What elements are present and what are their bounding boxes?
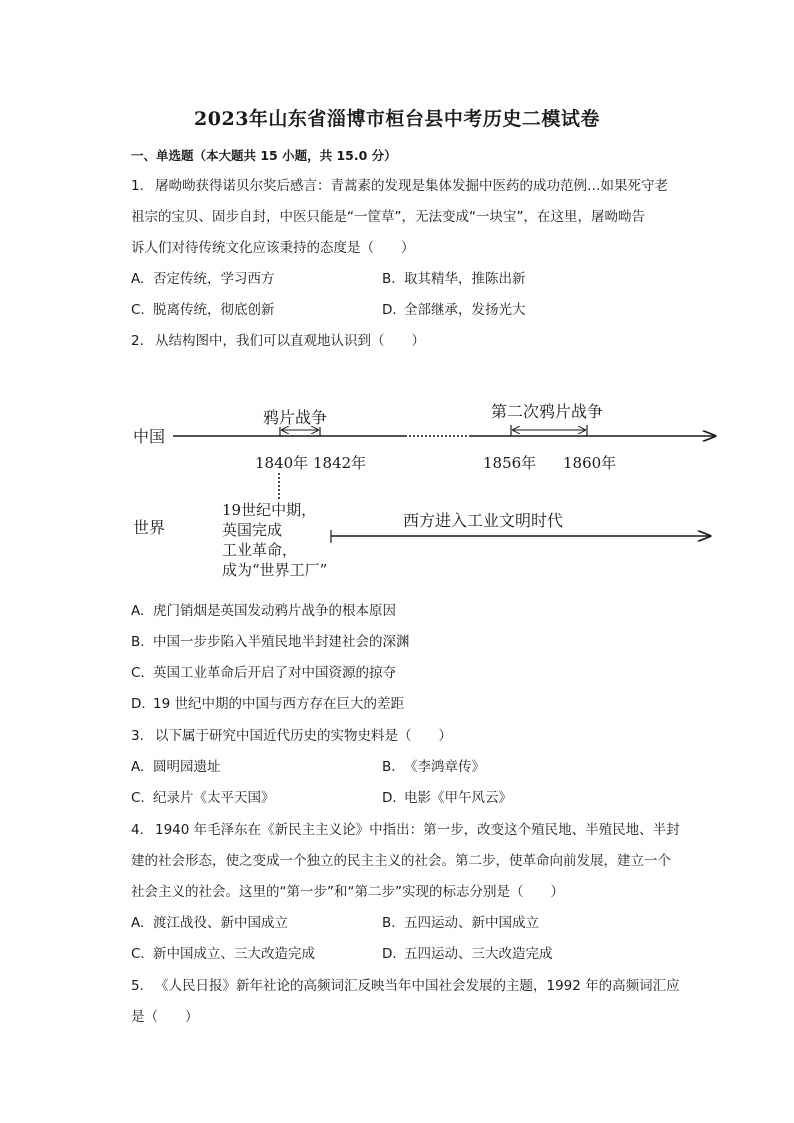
option-text: 中国一步步陷入半殖民地半封建社会的深渊: [153, 634, 410, 650]
option-text: 取其精华，推陈出新: [404, 271, 526, 287]
option-letter: A.: [131, 915, 145, 931]
option-letter: A.: [131, 759, 145, 775]
section-heading: 一、单选题（本大题共 15 小题，共 15.0 分）: [131, 148, 397, 163]
britain-note-line-3: 工业革命，: [222, 541, 298, 559]
question-5-line-2: 是（ ）: [131, 1009, 199, 1025]
question-4-text-1: 1940 年毛泽东在《新民主主义论》中指出：第一步，改变这个殖民地、半殖民地、半封: [155, 822, 680, 838]
west-era-label: 西方进入工业文明时代: [403, 511, 564, 530]
china-label: 中国: [133, 427, 166, 446]
q2-option-a: [131, 601, 396, 621]
year-1856: 1856年: [483, 454, 537, 472]
option-letter: B.: [382, 915, 396, 931]
britain-note-line-4: 成为“世界工厂”: [222, 561, 328, 579]
q2-option-b: [131, 632, 410, 652]
question-5-number: 5.: [131, 978, 144, 994]
option-text: 否定传统，学习西方: [153, 271, 275, 287]
year-1840: 1840年: [255, 454, 309, 472]
question-4-line-3: 社会主义的社会。这里的“第一步”和“第二步”实现的标志分别是（ ）: [131, 884, 564, 900]
option-letter: A.: [131, 603, 145, 619]
question-2-number: 2.: [131, 333, 144, 349]
q1-option-d: [382, 300, 526, 320]
question-1-text-1: 屠呦呦获得诺贝尔奖后感言：青蒿素的发现是集体发掘中医药的成功范例…如果死守老: [155, 178, 668, 194]
option-letter: D.: [382, 946, 397, 962]
option-letter: B.: [382, 271, 396, 287]
second-opium-war-label: 第二次鸦片战争: [491, 402, 604, 421]
question-1-line-2: 祖宗的宝贝、固步自封，中医只能是“一筐草”，无法变成“一块宝”，在这里，屠呦呦告: [131, 209, 645, 225]
q1-option-b: [382, 269, 526, 289]
question-2-text: 从结构图中，我们可以直观地认识到（ ）: [155, 333, 425, 349]
q3-option-c: [131, 788, 275, 808]
question-5-line-1: [131, 976, 680, 996]
britain-note-line-2: 英国完成: [222, 521, 283, 539]
q1-option-c: [131, 300, 275, 320]
option-letter: D.: [382, 790, 397, 806]
question-3-number: 3.: [131, 728, 144, 744]
question-5-text-1: 《人民日报》新年社论的高频词汇反映当年中国社会发展的主题，1992 年的高频词汇应: [155, 978, 680, 994]
q1-option-a: [131, 269, 275, 289]
q3-option-d: [382, 788, 512, 808]
option-text: 五四运动、新中国成立: [404, 915, 539, 931]
option-text: 渡江战役、新中国成立: [153, 915, 288, 931]
q4-option-c: [131, 944, 315, 964]
q4-option-b: [382, 913, 539, 933]
option-letter: C.: [131, 302, 145, 318]
q3-option-a: [131, 757, 221, 777]
world-label: 世界: [133, 518, 166, 537]
question-1-line-3: 诉人们对待传统文化应该秉持的态度是（ ）: [131, 240, 415, 256]
option-text: 19 世纪中期的中国与西方存在巨大的差距: [153, 696, 404, 712]
question-1-number: 1.: [131, 178, 144, 194]
option-letter: B.: [382, 759, 396, 775]
option-text: 英国工业革命后开启了对中国资源的掠夺: [153, 665, 396, 681]
question-3-text: 以下属于研究中国近代历史的实物史料是（ ）: [155, 728, 452, 744]
option-letter: A.: [131, 271, 145, 287]
option-text: 全部继承，发扬光大: [404, 302, 526, 318]
question-1-line-1: [131, 176, 668, 196]
year-1842: 1842年: [313, 454, 367, 472]
option-letter: C.: [131, 665, 145, 681]
q4-option-a: [131, 913, 288, 933]
option-text: 虎门销烟是英国发动鸦片战争的根本原因: [153, 603, 396, 619]
option-text: 圆明园遗址: [153, 759, 221, 775]
option-text: 《李鸿章传》: [404, 759, 485, 775]
q2-option-d: [131, 694, 404, 714]
question-3-line-1: [131, 726, 452, 746]
option-letter: D.: [382, 302, 397, 318]
structure-diagram: [125, 385, 725, 585]
option-text: 脱离传统，彻底创新: [153, 302, 275, 318]
question-2-line-1: [131, 331, 425, 351]
option-letter: C.: [131, 790, 145, 806]
q3-option-b: [382, 757, 485, 777]
option-letter: C.: [131, 946, 145, 962]
question-4-line-2: 建的社会形态，使之变成一个独立的民主主义的社会。第二步，使革命向前发展，建立一个: [131, 853, 671, 869]
question-4-number: 4.: [131, 822, 144, 838]
year-1860: 1860年: [563, 454, 617, 472]
page-title: 2023年山东省淄博市桓台县中考历史二模试卷: [194, 108, 600, 130]
britain-note-line-1: 19世纪中期，: [222, 501, 317, 519]
opium-war-label: 鸦片战争: [263, 408, 328, 427]
option-text: 纪录片《太平天国》: [153, 790, 275, 806]
option-text: 电影《甲午风云》: [404, 790, 512, 806]
option-text: 新中国成立、三大改造完成: [153, 946, 315, 962]
option-letter: B.: [131, 634, 145, 650]
question-4-line-1: [131, 820, 680, 840]
option-text: 五四运动、三大改造完成: [404, 946, 553, 962]
q2-option-c: [131, 663, 396, 683]
q4-option-d: [382, 944, 553, 964]
option-letter: D.: [131, 696, 146, 712]
